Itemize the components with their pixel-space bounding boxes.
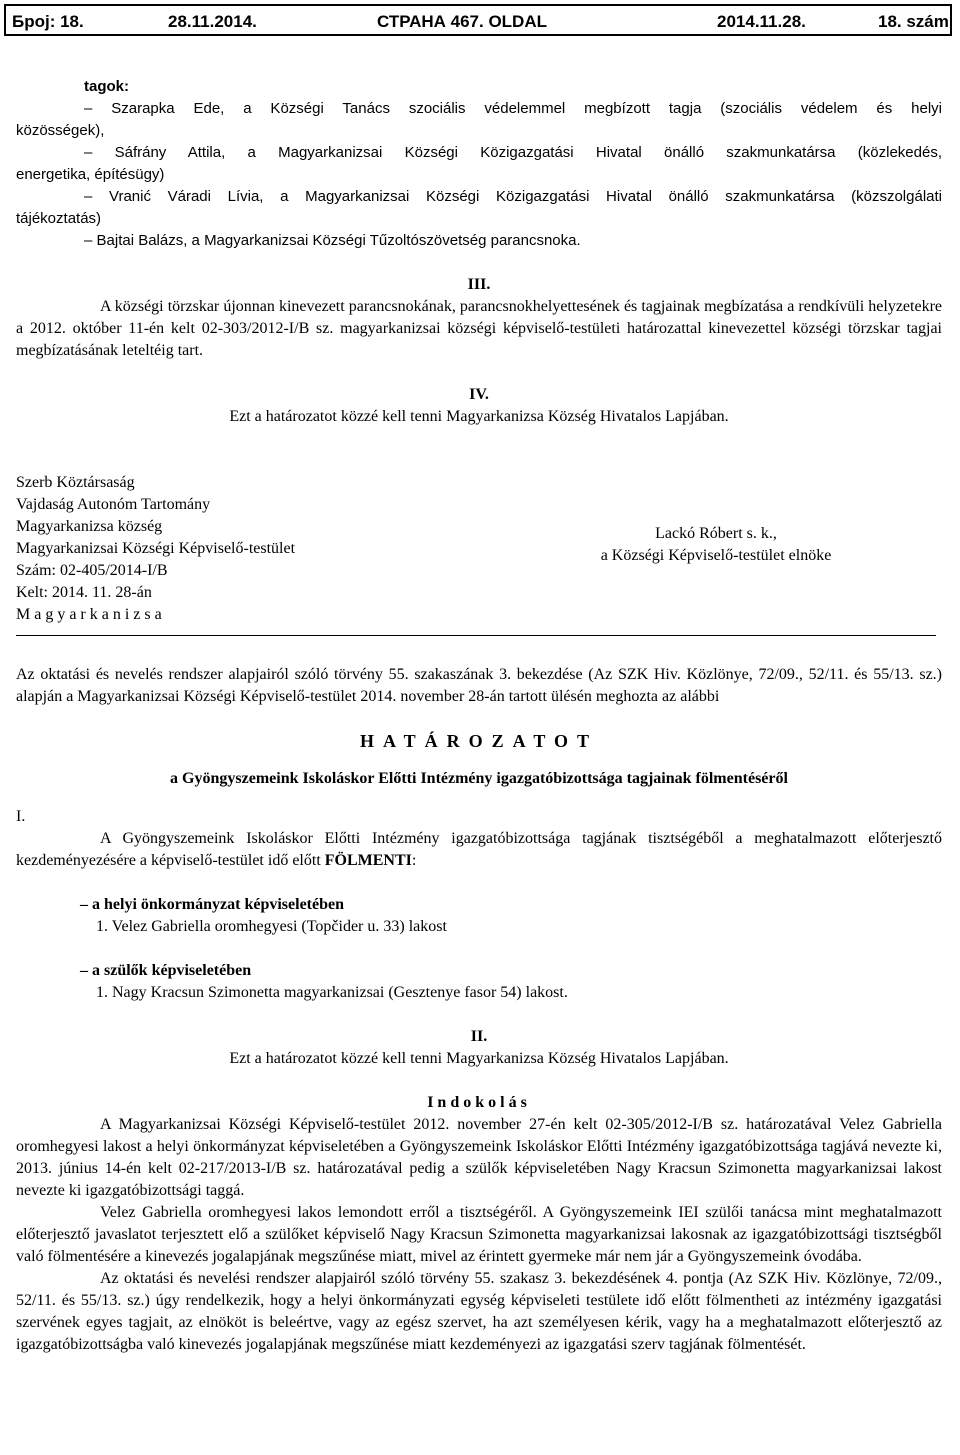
section-number-i: I.: [16, 808, 26, 825]
dismissal-keyword: FÖLMENTI: [324, 852, 412, 869]
section-ii-text: Ezt a határozatot közzé kell tenni Magyarkanizsa Község Hivatalos Lapjában.: [229, 1050, 729, 1067]
page-number: СТРАНА 467. OLDAL: [377, 12, 547, 31]
issuer-line: Szám: 02-405/2014-I/B: [16, 562, 168, 579]
issue-number-hungarian: 18. szám: [878, 12, 949, 31]
signatory-role: a Községi Képviselő-testület elnöke: [600, 547, 832, 564]
signature-block: [16, 472, 942, 632]
member-item: – Bajtai Balázs, a Magyarkanizsai Községi Tűzoltószövetség parancsnoka.: [84, 232, 581, 249]
section-divider: [16, 635, 936, 636]
parents-heading: – a szülők képviseletében: [80, 962, 252, 979]
issuer-line: Magyarkanizsai Községi Képviselő-testület: [16, 540, 296, 557]
reasoning-paragraph: A Magyarkanizsai Községi Képviselő-testület 2012. november 27-én kelt 02-305/2012-I/B sz. határozatával Velez Gabriella oromhegyesi lakost a helyi önkormányzat képviseletében a Gyöngyszemeink Iskoláskor Előtti Intézmény igazgatóbizottsága tagjává nevezte ki, 2013. június 14-én kelt 02-217/2013-I/B sz. határozatával pedig a szülők képviseletében Nagy Kracsun Szimonetta magyarkanizsai lakost nevezte ki igazgatóbizottsági taggá.: [16, 1116, 942, 1199]
section-iv-text: Ezt a határozatot közzé kell tenni Magyarkanizsa Község Hivatalos Lapjában.: [229, 408, 729, 425]
issue-number-serbian: Број: 18.: [12, 12, 84, 31]
decision-subtitle: a Gyöngyszemeink Iskoláskor Előtti Intézmény igazgatóbizottsága tagjainak fölmentéséről: [170, 770, 788, 787]
members-heading: tagok:: [84, 78, 129, 95]
local-government-member: 1. Velez Gabriella oromhegyesi (Topčider u. 33) lakost: [96, 918, 447, 935]
section-number-iii: III.: [467, 276, 491, 293]
issuer-line: Kelt: 2014. 11. 28-án: [16, 584, 152, 601]
member-item: – Sáfrány Attila, a Magyarkanizsai Községi Közigazgatási Hivatal önálló szakmunkatársa (közlekedés, energetika, építésügy): [16, 144, 942, 183]
section-number-ii: II.: [470, 1028, 488, 1045]
reasoning-paragraph: Az oktatási és nevelési rendszer alapjairól szóló törvény 55. szakasz 3. bekezdésének 4. pontja (Az SZK Hiv. Közlönye, 72/09., 52/11. és 55/13. sz.) úgy rendelkezik, hogy a helyi önkormányzati egység képviseleti testülete idő előtt fölmentheti az intézmény igazgatási szervének egyes tagjait, az elnököt is beleértve, vagy az egész szervet, ha azt személyesen kérik, vagy ha a meghatalmazott előterjesztő az igazgatóbizottságba való kinevezés jogalapjának megszűnése miatt kezdeményezi az igazgatási szerv tagjának fölmentését.: [16, 1270, 942, 1353]
reasoning-title: Indokolás: [427, 1094, 531, 1111]
signatory-block: [556, 523, 876, 567]
issuer-place: Magyarkanizsa: [16, 606, 166, 623]
parents-member: 1. Nagy Kracsun Szimonetta magyarkanizsai (Gesztenye fasor 54) lakost.: [96, 984, 568, 1001]
issuer-line: Szerb Köztársaság: [16, 474, 135, 491]
section-i-text: A Gyöngyszemeink Iskoláskor Előtti Intézmény igazgatóbizottsága tagjának tisztségéből a meghatalmazott előterjesztő kezdeményezésére a képviselő-testület idő előtt FÖLMENTI:: [16, 830, 942, 869]
signatory-name: Lackó Róbert s. k.,: [655, 525, 777, 542]
member-item: – Vranić Váradi Lívia, a Magyarkanizsai Községi Közigazgatási Hivatal önálló szakmunkatársa (közszolgálati tájékoztatás): [16, 188, 942, 227]
members-list: [16, 98, 942, 252]
date-hungarian: 2014.11.28.: [717, 12, 806, 31]
page-body: [16, 76, 942, 1356]
issuer-line: Vajdaság Autonóm Tartomány: [16, 496, 211, 513]
issuer-block: [16, 472, 436, 626]
date-serbian: 28.11.2014.: [168, 12, 257, 31]
issuer-line: Magyarkanizsa község: [16, 518, 163, 535]
decision-preamble: Az oktatási és nevelés rendszer alapjairól szóló törvény 55. szakaszának 3. bekezdése (Az SZK Hiv. Közlönye, 72/09., 52/11. és 55/13. sz.) alapján a Magyarkanizsai Községi Képviselő-testület 2014. november 28-án tartott ülésén meghozta az alábbi: [16, 666, 942, 705]
member-item: – Szarapka Ede, a Községi Tanács szociális védelemmel megbízott tagja (szociális védelem és helyi közösségek),: [16, 100, 942, 139]
page-header: [4, 4, 952, 36]
section-iii-text: A községi törzskar újonnan kinevezett parancsnokának, parancsnokhelyettesének és tagjainak megbízatása a rendkívüli helyzetekre a 2012. október 11-én kelt 02-303/2012-I/B sz. magyarkanizsai községi képviselő-testületi határozattal kinevezettel községi törzskar tagjai megbízatásának leteltéig tart.: [16, 298, 942, 359]
section-number-iv: IV.: [469, 386, 489, 403]
reasoning-paragraph: Velez Gabriella oromhegyesi lakos lemondott erről a tisztségéről. A Gyöngyszemeink IEI szülői tanácsa mint meghatalmazott előterjesztő javaslatot terjesztett elő a szülőket képviselő Nagy Kracsun Szimonetta magyarkanizsai lakosnak az igazgatóbizottsági tisztségből való fölmentésére a kinevezés jogalapjának megszűnése miatt, mivel az érintett gyermeke már nem jár a Gyöngyszemeink óvodába.: [16, 1204, 942, 1265]
local-government-heading: – a helyi önkormányzat képviseletében: [80, 896, 344, 913]
decision-title: HATÁROZATOT: [359, 731, 599, 751]
